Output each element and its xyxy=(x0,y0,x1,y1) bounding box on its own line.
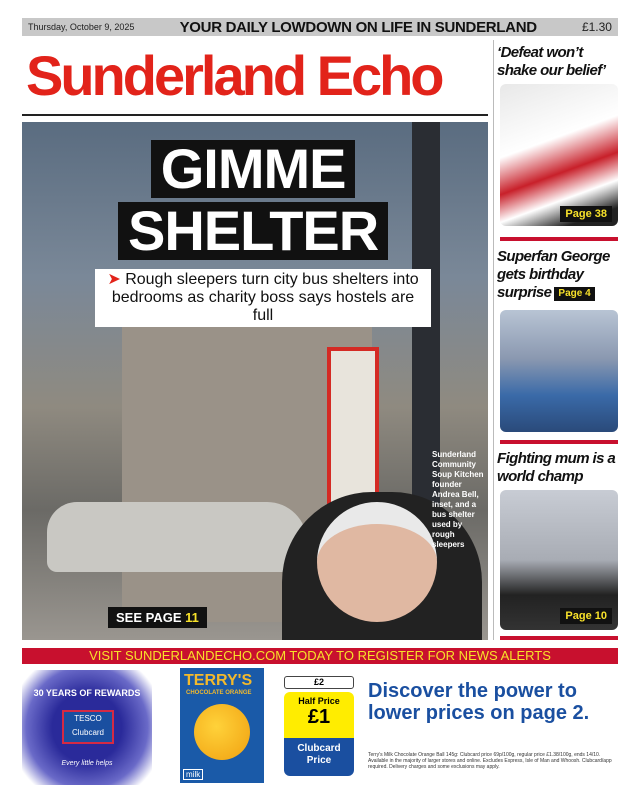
page-ref[interactable]: Page 4 xyxy=(554,287,594,301)
divider xyxy=(500,237,618,241)
photo-caption: Sunderland Community Soup Kitchen founder Andrea Bell, inset, and a bus shelter used by rough sleepers xyxy=(432,450,484,549)
regular-price: £2 xyxy=(284,676,354,689)
price-box xyxy=(284,676,354,776)
page-ref[interactable]: Page 10 xyxy=(560,608,612,624)
inset-portrait-face xyxy=(317,502,437,622)
sidebar-headline[interactable] xyxy=(497,248,621,302)
masthead-rule xyxy=(22,114,488,116)
terrys-product-image xyxy=(180,668,264,783)
headline-line: GIMME xyxy=(151,140,356,198)
bedding xyxy=(47,502,307,572)
standfirst-text: Rough sleepers turn city bus shelters into bedrooms as charity boss says hostels are full xyxy=(111,271,419,324)
masthead-logo: Sunderland Echo xyxy=(26,44,442,107)
ad-headline: Discover the power to lower prices on page 2. xyxy=(368,680,590,724)
orange-ball xyxy=(194,704,250,760)
clubcard-text: Clubcard xyxy=(71,728,104,737)
offer-price: £1 xyxy=(307,706,331,728)
half-price-label: Half Price xyxy=(298,696,340,706)
sidebar-headline-text: Superfan George gets birthday surprise xyxy=(497,248,610,301)
arrow-icon: ➤ xyxy=(107,271,126,288)
see-page-number: 11 xyxy=(185,610,199,625)
top-bar xyxy=(22,18,618,36)
news-alerts-banner[interactable]: VISIT SUNDERLANDECHO.COM TODAY TO REGISTER FOR NEWS ALERTS xyxy=(22,648,618,664)
see-page-label: SEE PAGE xyxy=(116,610,182,625)
tagline: YOUR DAILY LOWDOWN ON LIFE IN SUNDERLAND xyxy=(179,18,537,36)
divider xyxy=(500,636,618,640)
sidebar-headline[interactable]: Fighting mum is a world champ xyxy=(497,450,616,485)
cover-price: £1.30 xyxy=(581,20,612,34)
see-page-link[interactable] xyxy=(108,607,207,628)
clubcard-logo xyxy=(22,670,152,785)
clubcard-badge xyxy=(62,710,114,744)
clubcard-ring-text: 30 YEARS OF REWARDS xyxy=(33,688,141,698)
bus-timetable-sign xyxy=(327,347,379,512)
sidebar-headline[interactable]: ‘Defeat won’t shake our belief’ xyxy=(497,44,606,79)
half-price-box xyxy=(284,692,354,738)
column-divider xyxy=(493,40,494,640)
variant-label: milk xyxy=(183,769,203,780)
tesco-text: TESCO xyxy=(74,714,102,723)
page-ref[interactable]: Page 38 xyxy=(560,206,612,222)
ad-small-print: Terry's Milk Chocolate Orange Ball 145g: Clubcard price 69p/100g, regular price £1.38/100g, ends 14/10. Available in the majority of larger stores and online. Excludes Express, Isle of Man and Whoosh. Clubcard/app required. Delivery charges and some exclusions may apply. xyxy=(368,752,612,770)
brand-text: TERRY'S xyxy=(184,672,253,689)
issue-date: Thursday, October 9, 2025 xyxy=(28,22,135,32)
lead-headline[interactable] xyxy=(118,137,388,262)
superfan-photo xyxy=(500,310,618,432)
divider xyxy=(500,440,618,444)
champion-photo xyxy=(500,490,618,630)
footballer-photo xyxy=(500,84,618,226)
slogan: Every little helps xyxy=(61,760,113,767)
standfirst xyxy=(95,269,431,327)
clubcard-price-label: Clubcard Price xyxy=(284,738,354,776)
headline-line: SHELTER xyxy=(118,202,388,260)
sub-brand-text: CHOCOLATE ORANGE xyxy=(186,690,252,696)
